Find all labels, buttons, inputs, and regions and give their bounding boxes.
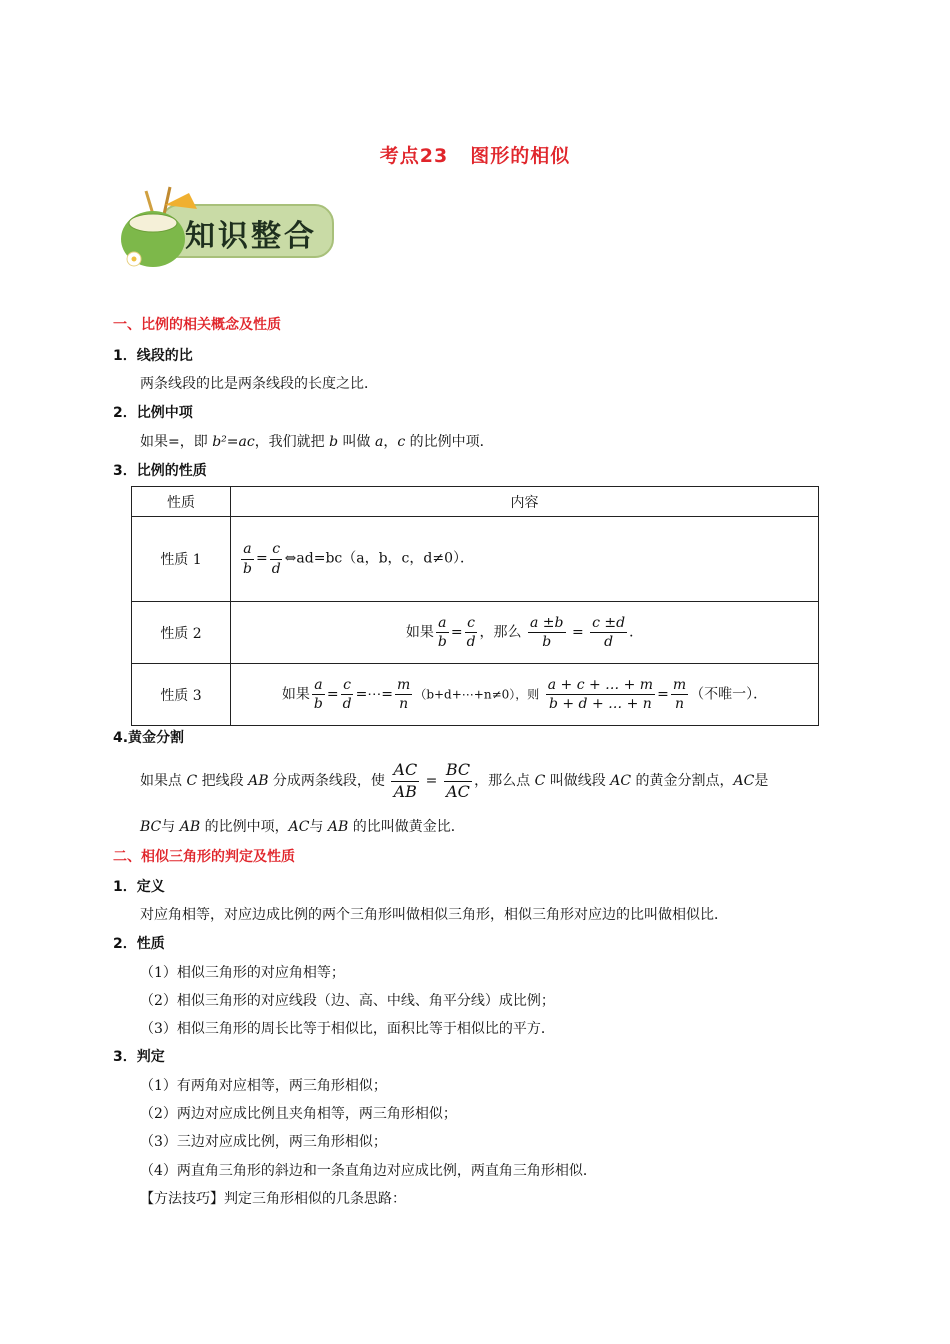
table-header: 性质 [132, 487, 231, 517]
table-row [132, 517, 819, 602]
item2-label: 2．比例中项 [113, 405, 193, 421]
section1-heading: 一、比例的相关概念及性质 [113, 317, 281, 333]
property-name: 性质 1 [132, 517, 231, 602]
fraction: $\frac{c}{d}$ [342, 676, 352, 712]
fraction: $\frac{a}{b}$ [243, 541, 252, 577]
page-title [0, 141, 950, 168]
property-name: 性质 3 [132, 664, 231, 726]
property-name: 性质 2 [132, 602, 231, 664]
fraction: $\frac{m}{n}$ [397, 676, 411, 712]
fraction: $\frac{a}{b}$ [437, 614, 447, 650]
proportion-properties-table [131, 486, 819, 726]
table-header: 内容 [231, 487, 819, 517]
table-row [132, 664, 819, 726]
fraction: $\frac{a}{b}$ [313, 676, 323, 712]
property-content: $\frac{a}{b}$ = $\frac{c}{d}$ ⇔ad=bc（a，b，c，d≠0）． [231, 517, 819, 602]
fraction: $\frac{a + c + \dots + m}{b + d + \dots + n}$ [547, 676, 654, 712]
list-item: （4）两直角三角形的斜边和一条直角边对应成比例，两直角三角形相似． [140, 1163, 597, 1179]
list-item: （2）相似三角形的对应线段（边、高、中线、角平分线）成比例； [140, 993, 555, 1009]
list-item: （1）相似三角形的对应角相等； [140, 965, 345, 981]
golden-ratio-line2: BC与 AB 的比例中项，AC与 AB 的比叫做黄金比． [140, 819, 465, 835]
fraction: $\frac{c}{d}$ [271, 541, 281, 577]
section2-heading: 二、相似三角形的判定及性质 [113, 849, 295, 865]
table-row [132, 602, 819, 664]
list-item: （3）相似三角形的周长比等于相似比，面积比等于相似比的平方． [140, 1021, 555, 1037]
fraction: $\frac{m}{n}$ [672, 676, 687, 712]
title-code: 考点23 [379, 145, 449, 167]
item4-label: 4.黄金分割 [113, 730, 185, 746]
list-item: （1）有两角对应相等，两三角形相似； [140, 1078, 387, 1094]
method-tip: 【方法技巧】判定三角形相似的几条思路： [140, 1191, 406, 1207]
fraction: $\frac{a \pm b}{b}$ [530, 614, 564, 650]
property-content: 如果 $\frac{a}{b}$ = $\frac{c}{d}$ =⋯= $\frac{m}{n}$ （b+d+⋯+n≠0），则 $\frac{a + c + \dots + m}{b + d + \dots + n}$ = $\frac{m}{n}$ （不唯一）． [231, 664, 819, 726]
item1-text: 两条线段的比是两条线段的长度之比． [140, 376, 378, 392]
definition-text: 对应角相等，对应边成比例的两个三角形叫做相似三角形，相似三角形对应边的比叫做相似比． [140, 907, 728, 923]
item1-label: 1．线段的比 [113, 348, 193, 364]
title-name: 图形的相似 [470, 145, 571, 167]
definition-label: 1．定义 [113, 879, 165, 895]
list-item: （2）两边对应成比例且夹角相等，两三角形相似； [140, 1106, 457, 1122]
properties-label: 2．性质 [113, 936, 165, 952]
list-item: （3）三边对应成比例，两三角形相似； [140, 1134, 387, 1150]
property-content: 如果 $\frac{a}{b}$ = $\frac{c}{d}$ ，那么 $\frac{a \pm b}{b}$ = $\frac{c \pm d}{d}$ ． [231, 602, 819, 664]
item2-text: 如果=，即 b²=ac，我们就把 b 叫做 a，c 的比例中项． [140, 434, 494, 450]
proportional-mean-formula: b²=ac [212, 434, 255, 450]
fraction: $\frac{c \pm d}{d}$ [592, 614, 626, 650]
badge-text: 知识整合 [185, 219, 317, 254]
golden-ratio-line1: 如果点 C 把线段 AB 分成两条线段，使 $\frac{AC}{AB}$ = $\frac{BC}{AC}$ ，那么点 C 叫做线段 AC 的黄金分割点，AC是 [140, 760, 769, 801]
fraction: $\frac{AC}{AB}$ [393, 760, 418, 801]
fraction: $\frac{BC}{AC}$ [445, 760, 471, 801]
judgement-label: 3．判定 [113, 1049, 165, 1065]
knowledge-badge [113, 183, 338, 273]
fraction: $\frac{c}{d}$ [466, 614, 476, 650]
item3-label: 3．比例的性质 [113, 463, 207, 479]
table-header-row [132, 487, 819, 517]
